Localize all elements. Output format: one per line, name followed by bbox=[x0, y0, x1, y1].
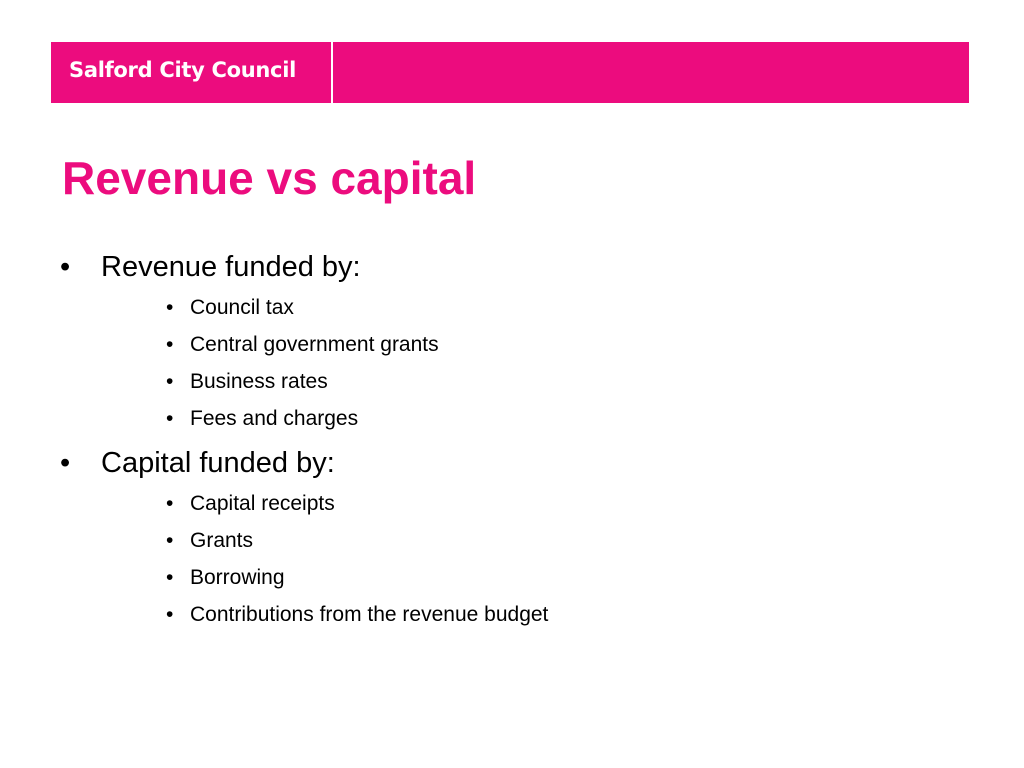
bullet-icon: • bbox=[60, 251, 71, 283]
header-bar bbox=[51, 42, 969, 103]
bullet-icon: • bbox=[166, 333, 174, 356]
bullet-text: Capital receipts bbox=[190, 492, 335, 515]
bullet-capital-item bbox=[166, 528, 866, 554]
bullet-icon: • bbox=[60, 447, 71, 479]
bullet-icon: • bbox=[166, 296, 174, 319]
bullet-text: Capital funded by: bbox=[101, 447, 335, 479]
bullet-icon: • bbox=[166, 603, 174, 626]
bullet-text: Fees and charges bbox=[190, 407, 359, 430]
bullet-text: Central government grants bbox=[190, 333, 439, 356]
bullet-icon: • bbox=[166, 492, 174, 515]
bullet-revenue-item bbox=[166, 406, 866, 432]
bullet-capital-item bbox=[166, 602, 866, 628]
bullet-icon: • bbox=[166, 370, 174, 393]
council-logo-text: Salford City Council bbox=[69, 58, 296, 82]
bullet-revenue-item bbox=[166, 295, 866, 321]
bullet-icon: • bbox=[166, 529, 174, 552]
bullet-revenue-item bbox=[166, 369, 866, 395]
bullet-capital-heading bbox=[60, 446, 760, 480]
bullet-text: Council tax bbox=[190, 296, 294, 319]
bullet-text: Contributions from the revenue budget bbox=[190, 603, 549, 626]
bullet-text: Revenue funded by: bbox=[101, 251, 361, 283]
bullet-capital-item bbox=[166, 491, 866, 517]
bullet-revenue-heading bbox=[60, 250, 760, 284]
bullet-icon: • bbox=[166, 566, 174, 589]
slide-title: Revenue vs capital bbox=[62, 152, 477, 204]
bullet-icon: • bbox=[166, 407, 174, 430]
bullet-text: Business rates bbox=[190, 370, 328, 393]
bullet-revenue-item bbox=[166, 332, 866, 358]
bullet-capital-item bbox=[166, 565, 866, 591]
bullet-text: Grants bbox=[190, 529, 254, 552]
bullet-text: Borrowing bbox=[190, 566, 285, 589]
council-logo bbox=[51, 42, 333, 103]
